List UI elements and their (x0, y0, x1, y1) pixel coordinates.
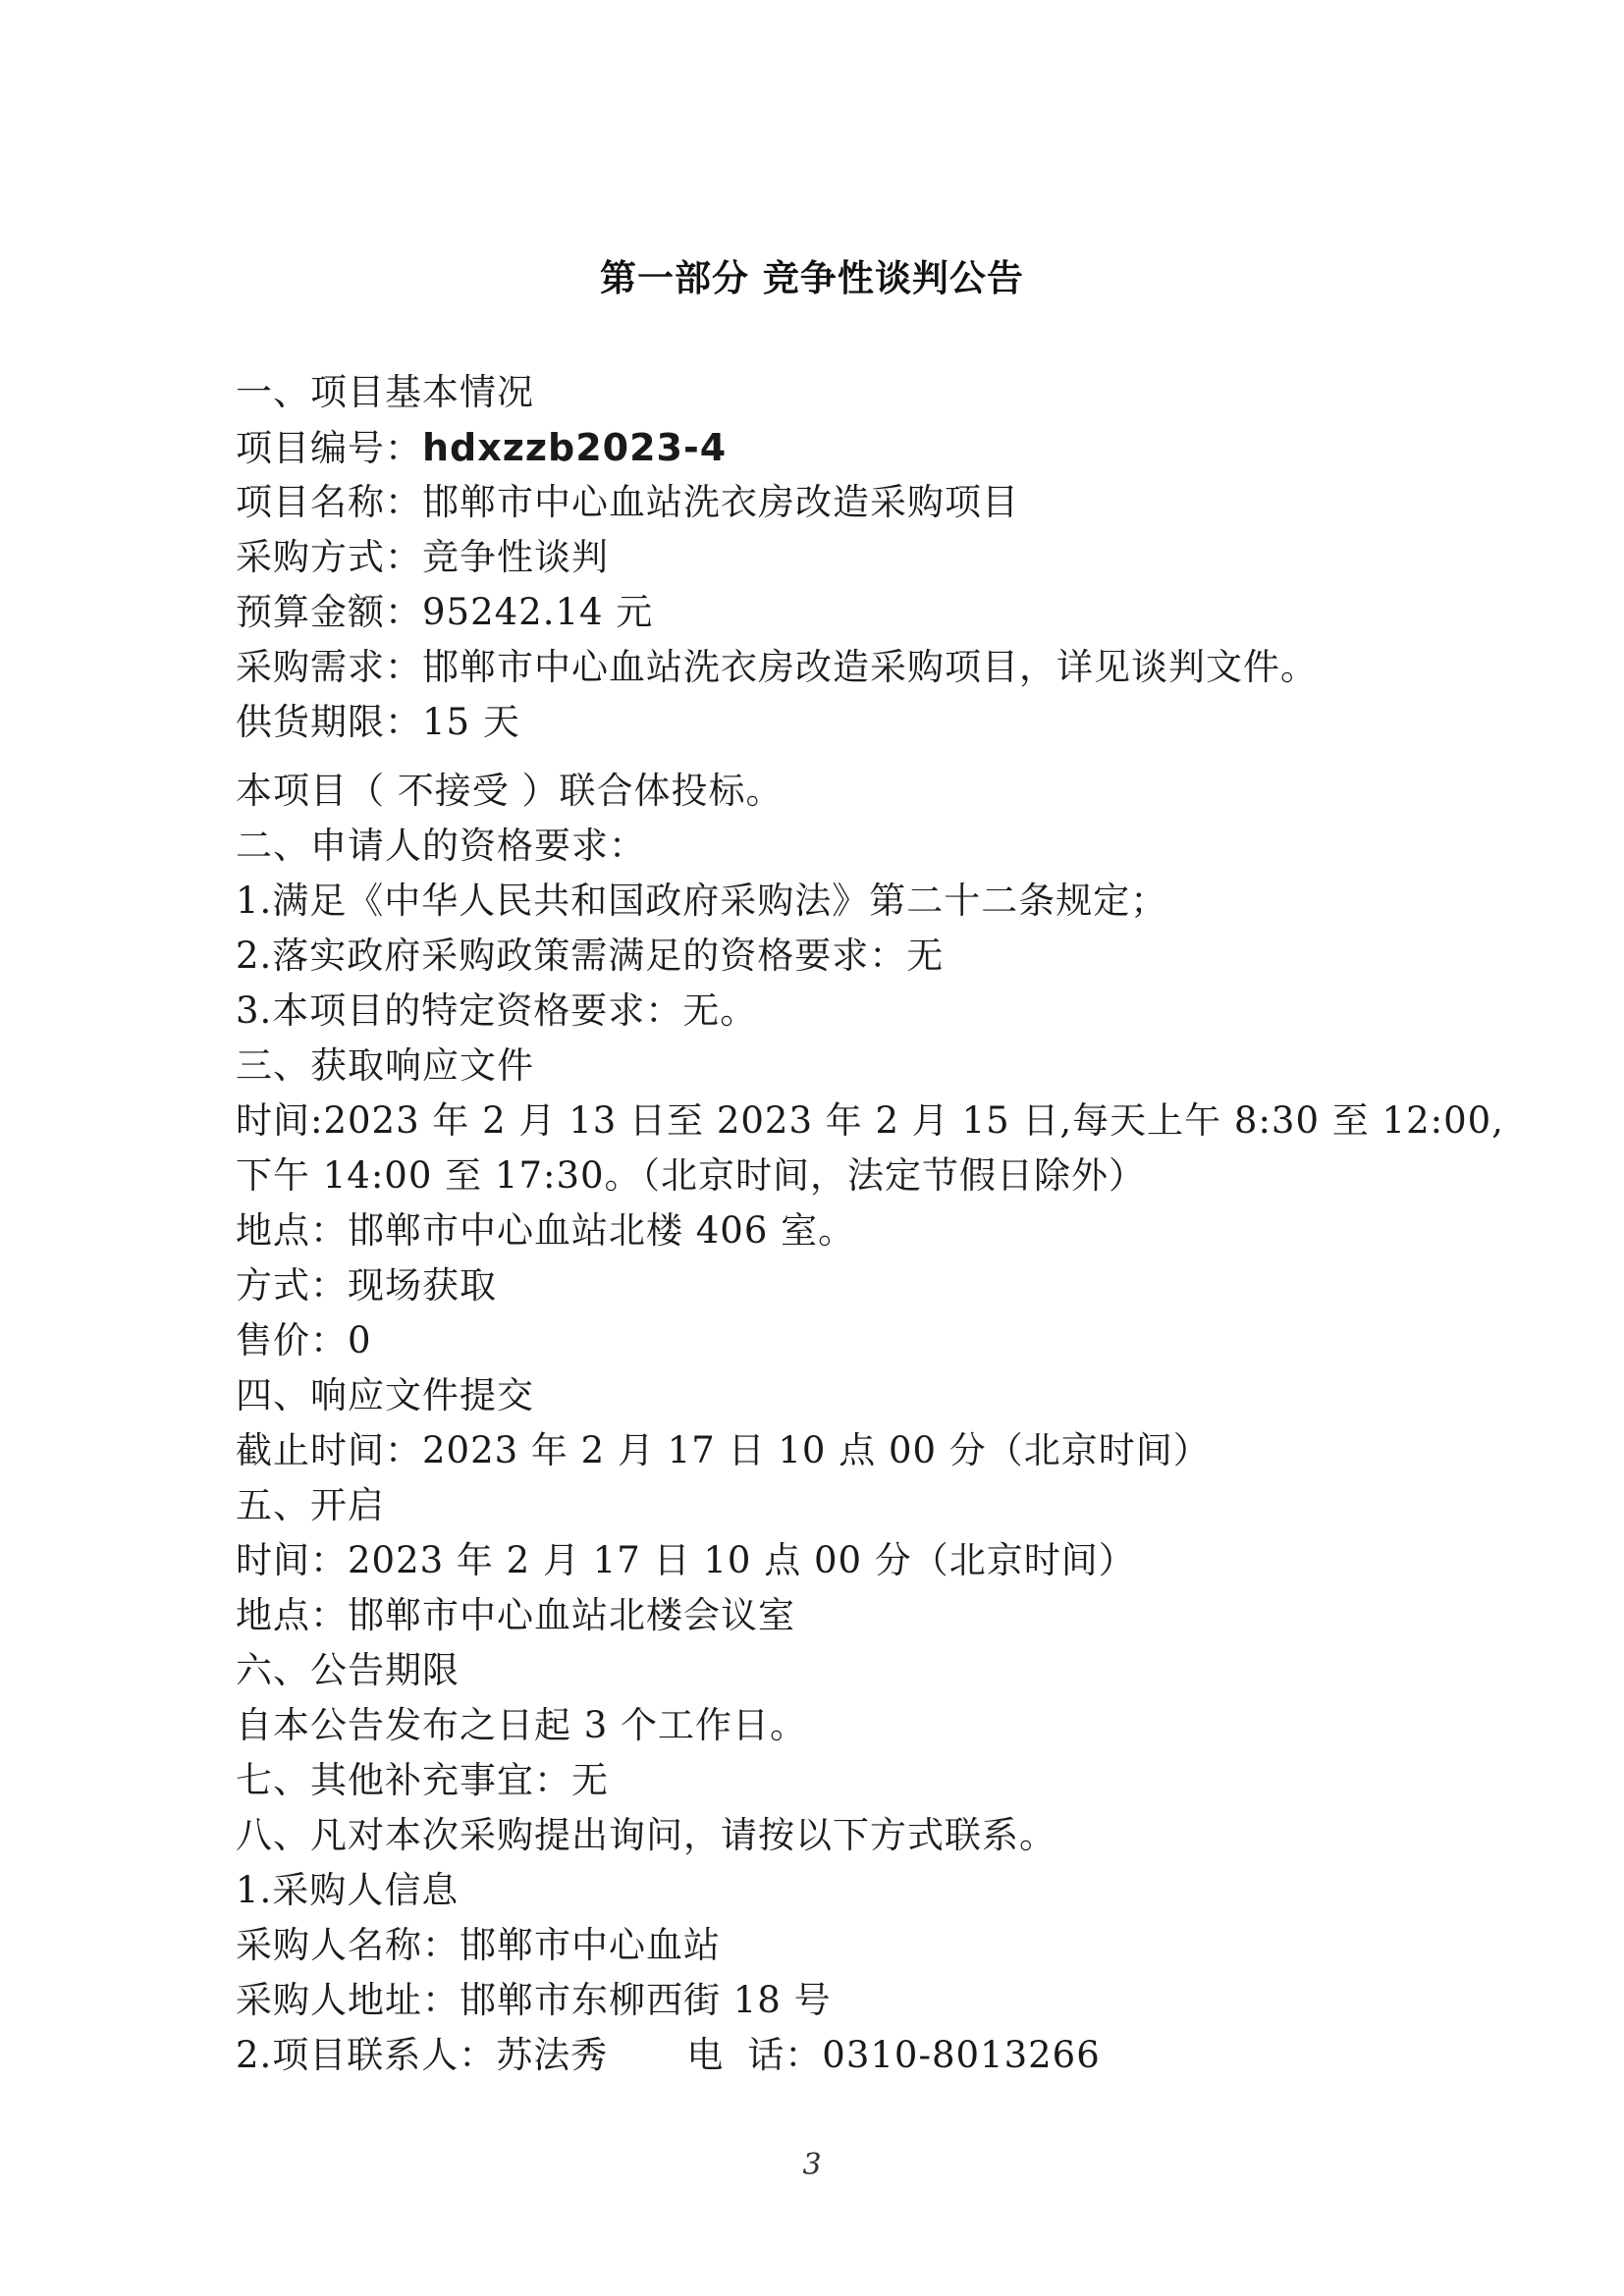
section-heading-qualifications: 二、申请人的资格要求： (236, 825, 646, 867)
page-title: 第一部分 竞争性谈判公告 (600, 257, 1024, 299)
document-body (236, 365, 1504, 2083)
section-heading-opening: 五、开启 (236, 1484, 385, 1526)
project-contact-line (236, 2028, 1414, 2083)
qualification-item-2: 2.落实政府采购政策需满足的资格要求：无 (236, 934, 945, 977)
procurement-method-line: 采购方式：竞争性谈判 (236, 536, 609, 578)
obtain-time-line-1: 时间:2023 年 2 月 13 日至 2023 年 2 月 15 日,每天上午 8:30 至 12:00, (236, 1099, 1504, 1142)
obtain-time-line-2: 下午 14:00 至 17:30。（北京时间，法定节假日除外） (236, 1154, 1147, 1197)
notice-period-line: 自本公告发布之日起 3 个工作日。 (236, 1704, 808, 1746)
qualification-item-3: 3.本项目的特定资格要求：无。 (236, 989, 758, 1032)
section-heading-notice-period: 六、公告期限 (236, 1649, 460, 1691)
section-heading-basic-info: 一、项目基本情况 (236, 371, 534, 413)
contact-phone: 话：0310-8013266 (747, 2034, 1101, 2076)
page-number: 3 (802, 2148, 822, 2182)
deadline-line: 截止时间：2023 年 2 月 17 日 10 点 00 分（北京时间） (236, 1429, 1211, 1471)
purchaser-address-line: 采购人地址：邯郸市东柳西街 18 号 (236, 1979, 832, 2021)
purchaser-name-line: 采购人名称：邯郸市中心血站 (236, 1924, 721, 1966)
section-heading-contact: 八、凡对本次采购提出询问，请按以下方式联系。 (236, 1814, 1056, 1856)
project-code-label: 项目编号： (236, 427, 422, 469)
delivery-period-line: 供货期限：15 天 (236, 701, 520, 743)
budget-line: 预算金额：95242.14 元 (236, 591, 654, 633)
opening-time-line: 时间：2023 年 2 月 17 日 10 点 00 分（北京时间） (236, 1539, 1136, 1581)
project-code-value: hdxzzb2023-4 (422, 426, 728, 469)
price-line: 售价：0 (236, 1319, 372, 1362)
section-heading-other-matters: 七、其他补充事宜：无 (236, 1759, 609, 1801)
phone-label-char: 电 (686, 2034, 725, 2076)
obtain-location-line: 地点：邯郸市中心血站北楼 406 室。 (236, 1209, 856, 1252)
project-code-line (236, 420, 1414, 475)
opening-location-line: 地点：邯郸市中心血站北楼会议室 (236, 1594, 795, 1636)
qualification-item-1: 1.满足《中华人民共和国政府采购法》第二十二条规定； (236, 880, 1168, 922)
purchaser-info-heading: 1.采购人信息 (236, 1869, 460, 1911)
consortium-line: 本项目（ 不接受 ）联合体投标。 (236, 770, 784, 812)
obtain-method-line: 方式：现场获取 (236, 1264, 497, 1307)
contact-person: 2.项目联系人：苏法秀 (236, 2034, 609, 2076)
section-heading-submission: 四、响应文件提交 (236, 1374, 534, 1416)
requirement-line: 采购需求：邯郸市中心血站洗衣房改造采购项目，详见谈判文件。 (236, 646, 1318, 688)
project-name-line: 项目名称：邯郸市中心血站洗衣房改造采购项目 (236, 481, 1019, 523)
section-heading-obtain-documents: 三、获取响应文件 (236, 1044, 534, 1087)
